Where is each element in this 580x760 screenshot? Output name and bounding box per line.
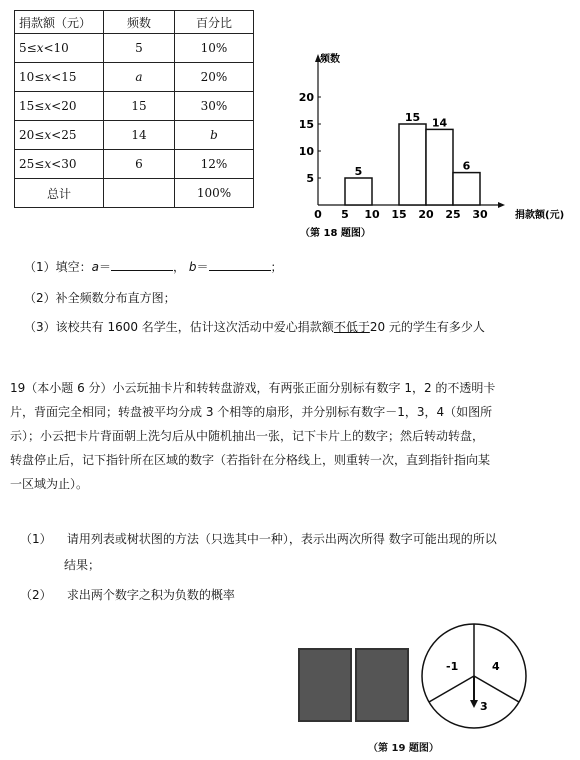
bar-data-label: 15 (404, 111, 421, 124)
row-range: 20≤x<25 (15, 121, 104, 150)
chart-caption: （第 18 题图） (300, 228, 371, 239)
total-label: 总计 (15, 179, 104, 208)
row-frequency: 15 (104, 92, 175, 121)
histogram-bar (453, 173, 480, 205)
table-row (15, 34, 254, 63)
y-tick-label: 20 (298, 91, 314, 104)
row-frequency: a (104, 63, 175, 92)
q19-subquestion-1: （1） 请用列表或树状图的方法（只选其中一种），表示出两次所得 数字可能出现的所以 (20, 532, 497, 546)
row-percent: 20% (175, 63, 254, 92)
y-tick-label: 10 (298, 145, 314, 158)
table-header-row (15, 11, 254, 34)
q19-line: 片，背面完全相同；转盘被平均分成 3 个相等的扇形，并分别标有数字－1，3，4（如图所 (10, 405, 493, 419)
x-tick-label: 15 (391, 208, 407, 221)
x-tick-label: 30 (472, 208, 488, 221)
spinner-wheel (418, 620, 530, 732)
header-amount: 捐款额（元） (15, 11, 104, 34)
q19-line: 19（本小题 6 分）小云玩抽卡片和转转盘游戏，有两张正面分别标有数字 1，2 的不透明卡 (10, 381, 496, 395)
q19-subquestion-2: （2） 求出两个数字之积为负数的概率 (20, 588, 235, 602)
q19-line: 转盘停止后，记下指针所在区域的数字（若指针在分格线上，则重转一次，直到指针指向某 (10, 453, 491, 467)
x-axis-arrow-icon (498, 202, 505, 208)
row-percent: 30% (175, 92, 254, 121)
x-tick-label: 25 (445, 208, 461, 221)
table-total-row (15, 179, 254, 208)
row-range: 15≤x<20 (15, 92, 104, 121)
table-row (15, 63, 254, 92)
bar-data-label: 6 (462, 159, 471, 173)
x-axis-label: 捐款额(元) (515, 210, 565, 221)
bar-data-label: 5 (354, 165, 363, 178)
x-tick-label: 20 (418, 208, 434, 221)
table-row (15, 150, 254, 179)
q19-line: 示）；小云把卡片背面朝上洗匀后从中随机抽出一张，记下卡片上的数字；然后转动转盘， (10, 429, 485, 443)
row-frequency: 6 (104, 150, 175, 179)
sector-label: -1 (446, 660, 459, 673)
total-frequency (104, 179, 175, 208)
sector-label: 3 (480, 700, 488, 713)
row-frequency: 5 (104, 34, 175, 63)
histogram-bar (399, 124, 426, 205)
header-frequency: 频数 (104, 11, 175, 34)
bar-data-label: 14 (431, 116, 448, 130)
q18-part1: （1）填空：a＝ ， b＝ ； (24, 260, 283, 274)
y-axis-label: 频数 (320, 54, 340, 65)
row-range: 5≤x<10 (15, 34, 104, 63)
row-percent: 10% (175, 34, 254, 63)
row-frequency: 14 (104, 121, 175, 150)
row-range: 25≤x<30 (15, 150, 104, 179)
table-row (15, 92, 254, 121)
x-tick-label: 0 (314, 208, 322, 221)
q18-part3: （3）该校共有 1600 名学生，估计这次活动中爱心捐款额不低于20 元的学生有多少人 (24, 320, 485, 334)
histogram-bar (345, 178, 372, 205)
q19-line: 一区域为止）。 (10, 477, 89, 491)
row-percent: 12% (175, 150, 254, 179)
answer-blank-b[interactable] (209, 259, 271, 271)
y-tick-label: 15 (298, 118, 314, 131)
total-percent: 100% (175, 179, 254, 208)
sector-label: 4 (492, 660, 500, 673)
answer-blank-a[interactable] (111, 259, 173, 271)
card-1 (298, 648, 352, 722)
q18-part2: （2）补全频数分布直方图； (24, 291, 176, 305)
x-tick-label: 5 (341, 208, 349, 221)
row-range: 10≤x<15 (15, 63, 104, 92)
table-row (15, 121, 254, 150)
figure-19-caption: （第 19 题图） (368, 743, 439, 754)
q19-stem (10, 376, 575, 496)
card-2 (355, 648, 409, 722)
histogram-bar (426, 129, 453, 205)
y-tick-label: 5 (306, 172, 314, 185)
q19-subquestion-1-cont: 结果； (64, 558, 101, 572)
frequency-histogram (290, 40, 575, 240)
row-percent: b (175, 121, 254, 150)
x-tick-label: 10 (364, 208, 380, 221)
header-percent: 百分比 (175, 11, 254, 34)
frequency-table (14, 10, 254, 208)
